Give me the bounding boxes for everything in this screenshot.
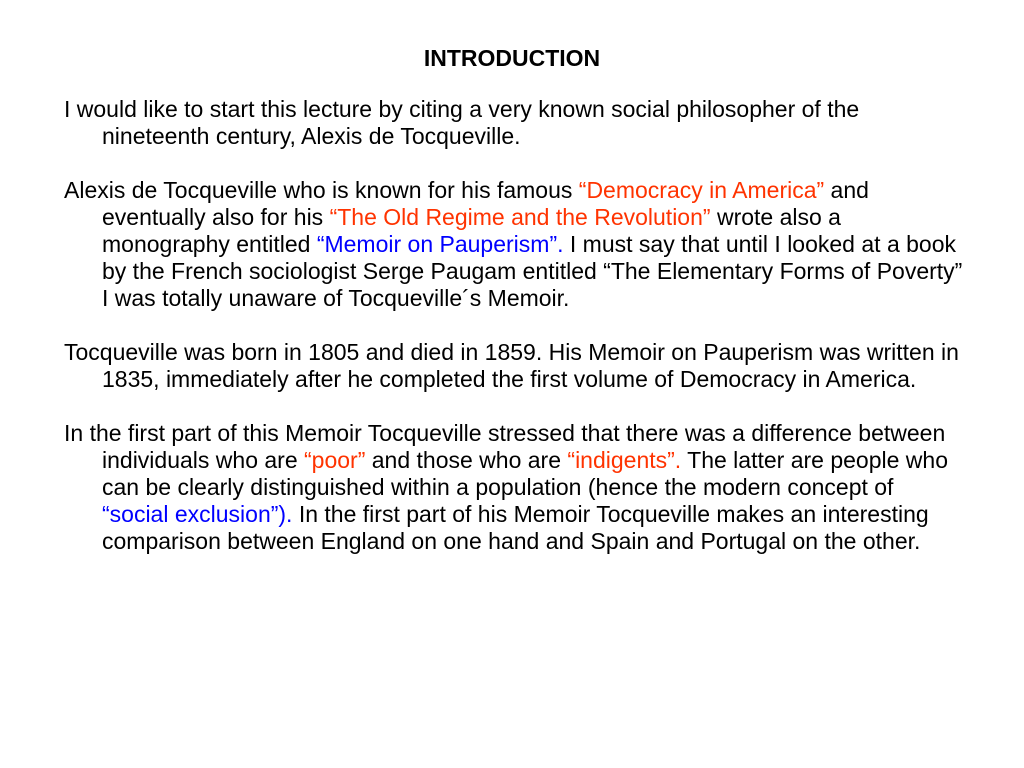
paragraph-4-text-1: In the first part of this Memoir Tocqueville stressed that there was a difference between individuals who are xyxy=(64,420,946,473)
slide-body xyxy=(64,96,964,582)
paragraph-1-text: I would like to start this lecture by citing a very known social philosopher of the nineteenth century, Alexis de Tocqueville. xyxy=(64,96,860,149)
paragraph-3-text: Tocqueville was born in 1805 and died in 1859. His Memoir on Pauperism was written in 1835, immediately after he completed the first volume of Democracy in America. xyxy=(64,339,959,392)
paragraph-2-text-2: and eventually also for his xyxy=(102,177,869,230)
social-exclusion-term: “social exclusion”). xyxy=(102,501,293,527)
paragraph-3 xyxy=(64,339,964,393)
paragraph-1 xyxy=(64,96,964,150)
paragraph-2-text-3: wrote also a monography entitled xyxy=(102,204,841,257)
paragraph-4-text-2: and those who are xyxy=(365,447,568,473)
poor-term: “poor” xyxy=(304,447,366,473)
paragraph-2 xyxy=(64,177,964,312)
paragraph-2-text-4: I must say that until I looked at a book by the French sociologist Serge Paugam entitled “The Elementary Forms of Poverty” I was totally unaware of Tocqueville´s Memoir. xyxy=(102,231,963,311)
old-regime-title: “The Old Regime and the Revolution” xyxy=(329,204,711,230)
paragraph-4-text-3: The latter are people who can be clearly distinguished within a population (hence the modern concept of xyxy=(102,447,948,500)
paragraph-2-text-1: Alexis de Tocqueville who is known for his famous xyxy=(64,177,579,203)
paragraph-4 xyxy=(64,420,964,555)
slide-title: INTRODUCTION xyxy=(423,45,601,71)
paragraph-4-text-4: In the first part of his Memoir Tocqueville makes an interesting comparison between England on one hand and Spain and Portugal on the other. xyxy=(102,501,929,554)
democracy-in-america-title: “Democracy in America” xyxy=(578,177,825,203)
indigents-term: “indigents”. xyxy=(567,447,682,473)
memoir-on-pauperism-title: “Memoir on Pauperism”. xyxy=(316,231,564,257)
